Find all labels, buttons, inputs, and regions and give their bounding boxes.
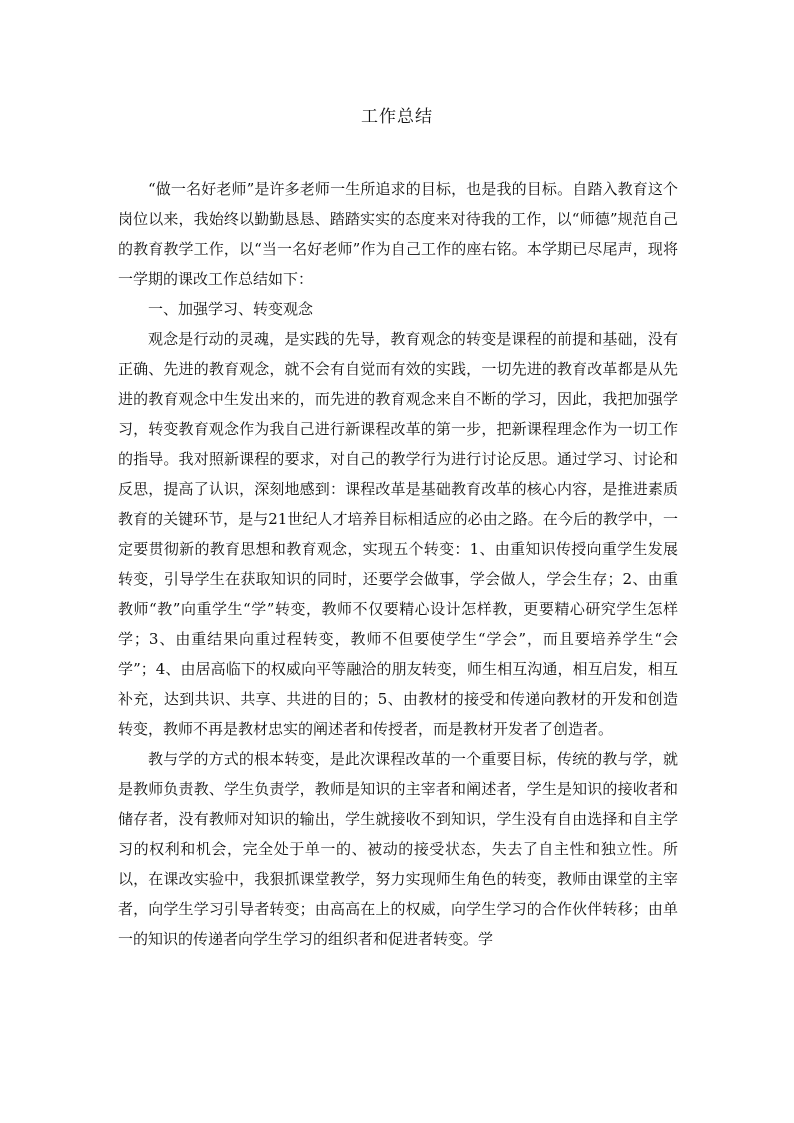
section-heading: 一、加强学习、转变观念: [148, 300, 314, 318]
paragraph-teaching-methods: 教与学的方式的根本转变，是此次课程改革的一个重要目标，传统的教与学，就是教师负责教、学生负责学，教师是知识的主宰者和阐述者，学生是知识的接收者和储存者，没有教师对知识的输出，学生就接收不到知识，学生没有自由选择和自主学习的权利和机会，完全处于单一的、被动的接受状态，失去了自主性和独立性。所以，在课改实验中，我狠抓课堂教学，努力实现师生角色的转变，教师由课堂的主宰者，向学生学习引导者转变；由高高在上的权威，向学生学习的合作伙伴转移；由单一的知识的传递者向学生学习的组织者和促进者转变。学: [118, 750, 678, 948]
paragraph-concept: 观念是行动的灵魂，是实践的先导，教育观念的转变是课程的前提和基础，没有正确、先进的教育观念，就不会有自觉而有效的实践，一切先进的教育改革都是从先进的教育观念中生发出来的，而先进的教育观念来自不断的学习，因此，我把加强学习，转变教育观念作为我自己进行新课程改革的第一步，把新课程理念作为一切工作的指导。我对照新课程的要求，对自己的教学行为进行讨论反思。通过学习、讨论和反思，提高了认识，深刻地感到：课程改革是基础教育改革的核心内容，是推进素质教育的关键环节，是与21世纪人才培养目标相适应的必由之路。在今后的教学中，一定要贯彻新的教育思想和教育观念，实现五个转变：1、由重知识传授向重学生发展转变，引导学生在获取知识的同时，还要学会做事，学会做人，学会生存；2、由重教师“教”向重学生“学”转变，教师不仅要精心设计怎样教，更要精心研究学生怎样学；3、由重结果向重过程转变，教师不但要使学生“学会”，而且要培养学生“会学”；4、由居高临下的权威向平等融洽的朋友转变，师生相互沟通，相互启发，相互补充，达到共识、共享、共进的目的；5、由教材的接受和传递向教材的开发和创造转变，教师不再是教材忠实的阐述者和传授者，而是教材开发者了创造者。: [118, 330, 678, 738]
document-title: 工作总结: [361, 107, 433, 127]
document-body: [118, 174, 678, 954]
paragraph-intro: “做一名好老师”是许多老师一生所追求的目标，也是我的目标。自踏入教育这个岗位以来，我始终以勤勤恳恳、踏踏实实的态度来对待我的工作，以“师德”规范自己的教育教学工作，以“当一名好老师”作为自己工作的座右铭。本学期已尽尾声，现将一学期的课改工作总结如下：: [118, 180, 678, 288]
